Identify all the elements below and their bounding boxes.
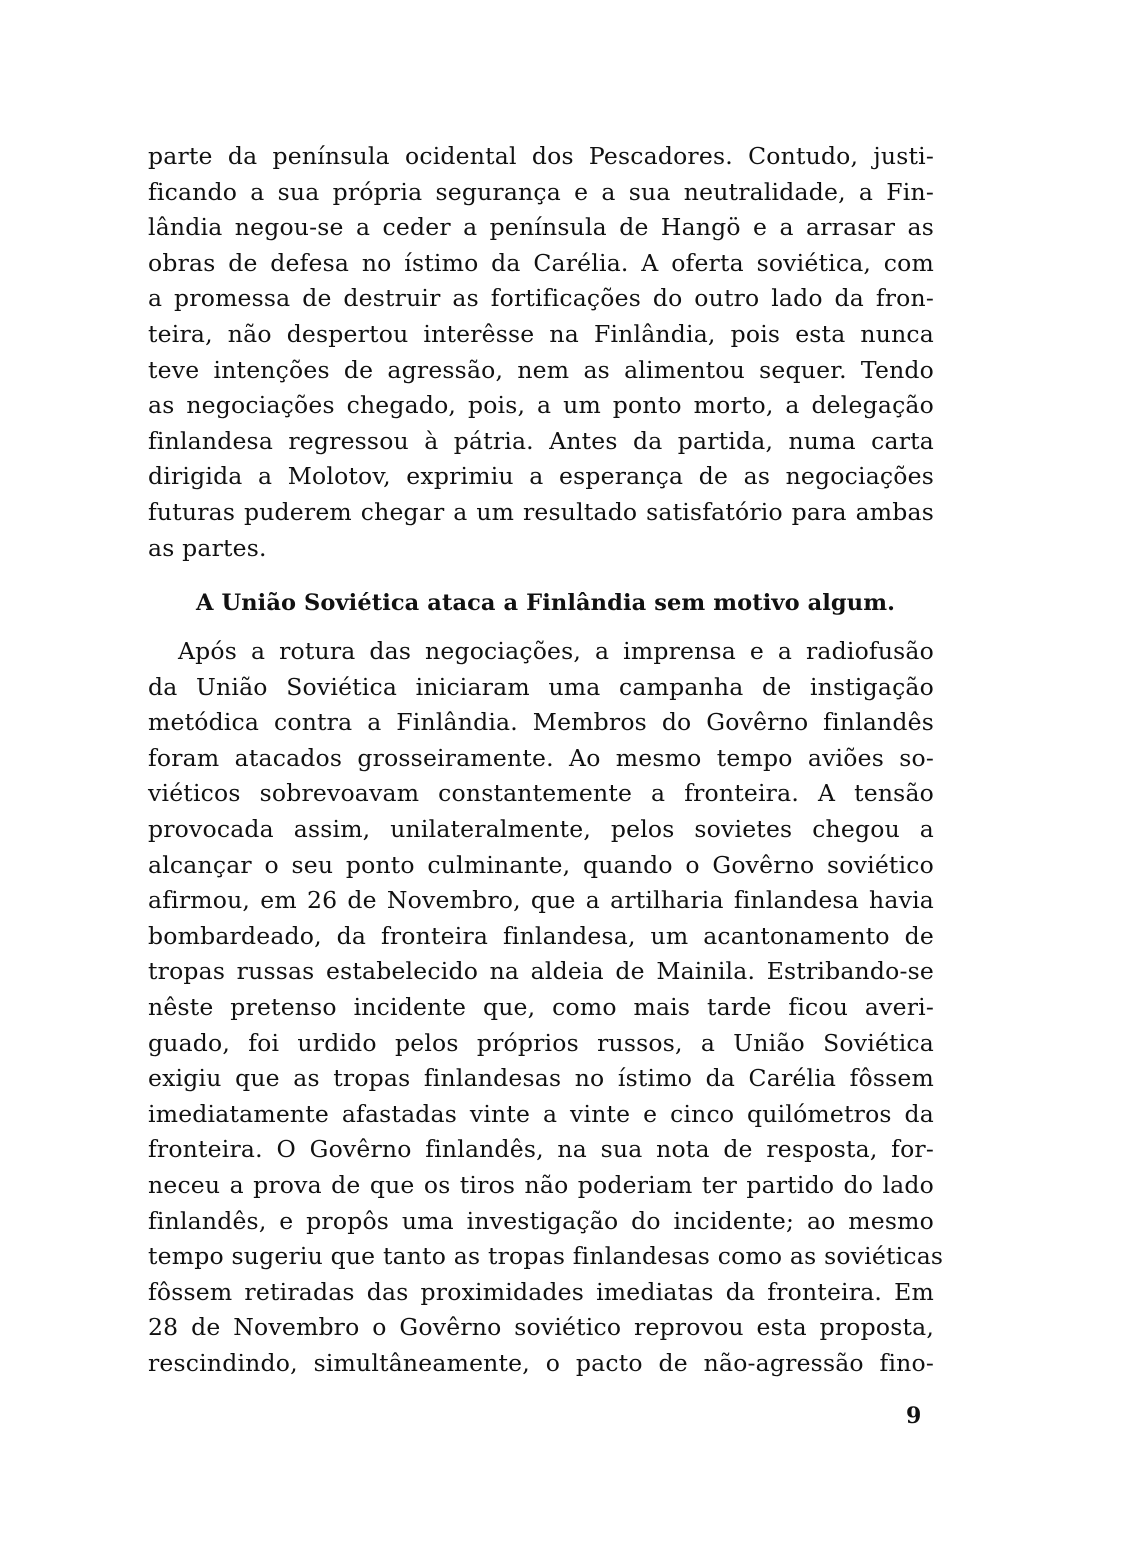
page-number: 9	[906, 1403, 922, 1429]
text-line: provocada assim, unilateralmente, pelos sovietes chegou a	[148, 814, 934, 843]
text-line: obras de defesa no ístimo da Carélia. A oferta soviética, com	[148, 248, 934, 277]
text-line: viéticos sobrevoavam constantemente a fronteira. A tensão	[148, 779, 934, 808]
text-line: fôssem retiradas das proximidades imediatas da fronteira. Em	[148, 1277, 934, 1306]
text-line: tropas russas estabelecido na aldeia de Mainila. Estribando-se	[148, 957, 934, 986]
text-line: exigiu que as tropas finlandesas no ístimo da Carélia fôssem	[148, 1064, 934, 1093]
text-line: nêste pretenso incidente que, como mais tarde ficou averi-	[148, 992, 934, 1021]
text-line: finlandês, e propôs uma investigação do incidente; ao mesmo	[148, 1206, 934, 1235]
text-line: 28 de Novembro o Govêrno soviético reprovou esta proposta,	[148, 1313, 934, 1342]
text-line: a promessa de destruir as fortificações do outro lado da fron-	[148, 284, 934, 313]
text-line: alcançar o seu ponto culminante, quando o Govêrno soviético	[148, 850, 934, 879]
text-line: teve intenções de agressão, nem as alimentou sequer. Tendo	[148, 355, 934, 384]
text-line: neceu a prova de que os tiros não poderiam ter partido do lado	[148, 1170, 934, 1199]
text-line: dirigida a Molotov, exprimiu a esperança de as negociações	[148, 462, 934, 491]
text-line: teira, não despertou interêsse na Finlândia, pois esta nunca	[148, 319, 934, 348]
paragraph-2	[148, 634, 944, 1381]
text-line: metódica contra a Finlândia. Membros do Govêrno finlandês	[148, 708, 934, 737]
text-line: Após a rotura das negociações, a imprensa e a radiofusão	[178, 637, 934, 665]
paragraph-1	[148, 139, 934, 566]
text-line: foram atacados grosseiramente. Ao mesmo tempo aviões so-	[148, 743, 934, 772]
text-line: da União Soviética iniciaram uma campanha de instigação	[148, 672, 934, 701]
text-line: as partes.	[148, 533, 267, 562]
text-line: finlandesa regressou à pátria. Antes da partida, numa carta	[148, 426, 934, 455]
text-line: futuras puderem chegar a um resultado satisfatório para ambas	[148, 497, 934, 526]
text-line: ficando a sua própria segurança e a sua neutralidade, a Fin-	[148, 177, 934, 206]
text-line: afirmou, em 26 de Novembro, que a artilharia finlandesa havia	[148, 886, 934, 915]
text-line: fronteira. O Govêrno finlandês, na sua nota de resposta, for-	[148, 1135, 934, 1164]
text-line: lândia negou-se a ceder a península de Hangö e a arrasar as	[148, 213, 934, 242]
text-line: rescindindo, simultâneamente, o pacto de não-agressão fino-	[148, 1348, 934, 1377]
text-line: imediatamente afastadas vinte a vinte e cinco quilómetros da	[148, 1099, 934, 1128]
text-line: parte da península ocidental dos Pescadores. Contudo, justi-	[148, 142, 934, 170]
text-line: bombardeado, da fronteira finlandesa, um acantonamento de	[148, 921, 934, 950]
text-line: as negociações chegado, pois, a um ponto morto, a delegação	[148, 391, 934, 420]
text-line: tempo sugeriu que tanto as tropas finlandesas como as soviéticas	[148, 1242, 944, 1271]
section-heading: A União Soviética ataca a Finlândia sem motivo algum.	[196, 590, 896, 616]
text-line: guado, foi urdido pelos próprios russos, a União Soviética	[148, 1028, 934, 1057]
